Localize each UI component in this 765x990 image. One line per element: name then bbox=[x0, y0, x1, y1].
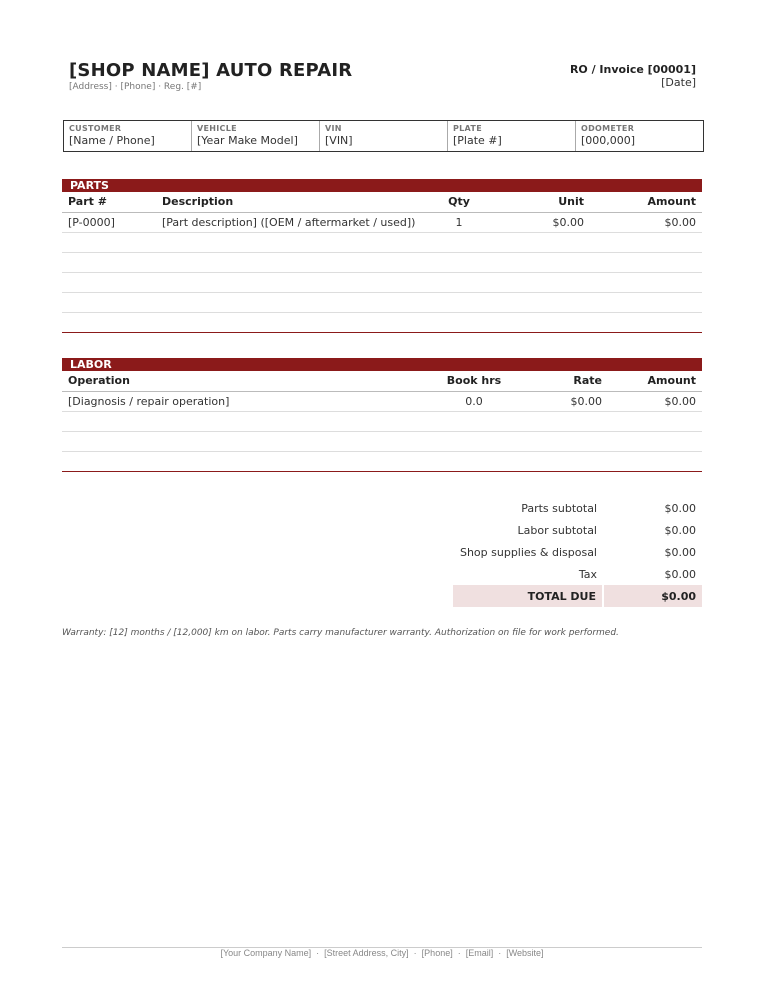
labor-hours-cell bbox=[421, 451, 527, 471]
parts-section-title: PARTS bbox=[62, 179, 702, 192]
shop-contact-line: [Address] · [Phone] · Reg. [#] bbox=[69, 82, 202, 92]
totals-row-tax bbox=[453, 563, 702, 585]
part-number-cell bbox=[62, 272, 156, 292]
part-qty-cell bbox=[433, 252, 485, 272]
labor-hours-cell bbox=[421, 431, 527, 451]
total-due-label: TOTAL DUE bbox=[453, 585, 603, 607]
table-row bbox=[62, 391, 702, 411]
part-description-cell bbox=[156, 232, 433, 252]
part-unit-cell bbox=[485, 312, 590, 332]
part-qty-cell bbox=[433, 312, 485, 332]
labor-rate-cell bbox=[527, 431, 608, 451]
labor-section-title: LABOR bbox=[62, 358, 702, 371]
shop-supplies-value: $0.00 bbox=[664, 545, 696, 559]
labor-amount-cell bbox=[608, 411, 702, 431]
footer-contact-line: [Your Company Name] · [Street Address, City] · [Phone] · [Email] · [Website] bbox=[220, 948, 544, 958]
labor-rate-cell: $0.00 bbox=[527, 391, 608, 411]
odometer-value: [000,000] bbox=[581, 134, 636, 147]
odometer-label: ODOMETER bbox=[581, 124, 635, 133]
vin-label: VIN bbox=[325, 124, 342, 133]
labor-amount-cell bbox=[608, 431, 702, 451]
vin-cell bbox=[319, 121, 447, 151]
labor-col-rate: Rate bbox=[527, 371, 608, 391]
table-row bbox=[62, 451, 702, 471]
part-number-cell bbox=[62, 252, 156, 272]
labor-operation-cell bbox=[62, 451, 421, 471]
part-unit-cell bbox=[485, 232, 590, 252]
labor-operation-cell bbox=[62, 411, 421, 431]
part-unit-cell bbox=[485, 272, 590, 292]
totals-table bbox=[453, 497, 702, 607]
part-number-cell: [P-0000] bbox=[62, 212, 156, 232]
plate-cell bbox=[447, 121, 575, 151]
invoice-number: RO / Invoice [00001] bbox=[569, 63, 696, 76]
part-number-cell bbox=[62, 312, 156, 332]
labor-subtotal-value: $0.00 bbox=[664, 523, 696, 537]
tax-label: Tax bbox=[578, 567, 597, 581]
labor-amount-cell: $0.00 bbox=[608, 391, 702, 411]
customer-label: CUSTOMER bbox=[69, 124, 122, 133]
labor-hours-cell: 0.0 bbox=[421, 391, 527, 411]
table-row bbox=[62, 212, 702, 232]
warranty-note: Warranty: [12] months / [12,000] km on labor. Parts carry manufacturer warranty. Authorization on file for work performed. bbox=[62, 628, 619, 638]
vehicle-cell bbox=[191, 121, 319, 151]
part-amount-cell bbox=[590, 252, 702, 272]
table-row bbox=[62, 411, 702, 431]
parts-col-amount: Amount bbox=[590, 192, 702, 212]
labor-header-row bbox=[62, 371, 702, 391]
labor-amount-cell bbox=[608, 451, 702, 471]
part-qty-cell bbox=[433, 292, 485, 312]
customer-value: [Name / Phone] bbox=[69, 134, 155, 147]
parts-col-part-number: Part # bbox=[62, 192, 156, 212]
part-unit-cell: $0.00 bbox=[485, 212, 590, 232]
vin-value: [VIN] bbox=[325, 134, 353, 147]
labor-table bbox=[62, 371, 702, 472]
table-row bbox=[62, 431, 702, 451]
part-description-cell bbox=[156, 292, 433, 312]
totals-row-total-due bbox=[453, 585, 702, 607]
table-row bbox=[62, 272, 702, 292]
labor-col-book-hrs: Book hrs bbox=[421, 371, 527, 391]
labor-col-operation: Operation bbox=[62, 371, 421, 391]
total-due-value: $0.00 bbox=[603, 585, 702, 607]
vehicle-value: [Year Make Model] bbox=[197, 134, 298, 147]
shop-name: [SHOP NAME] AUTO REPAIR bbox=[69, 60, 353, 81]
part-qty-cell bbox=[433, 272, 485, 292]
parts-col-qty: Qty bbox=[433, 192, 485, 212]
part-description-cell: [Part description] ([OEM / aftermarket / used]) bbox=[156, 212, 433, 232]
totals-row-shop-supplies bbox=[453, 541, 702, 563]
plate-label: PLATE bbox=[453, 124, 482, 133]
labor-subtotal-label: Labor subtotal bbox=[517, 523, 597, 537]
vehicle-info-box bbox=[63, 120, 704, 152]
table-row bbox=[62, 252, 702, 272]
parts-table bbox=[62, 192, 702, 333]
parts-subtotal-label: Parts subtotal bbox=[521, 501, 597, 515]
parts-col-unit: Unit bbox=[485, 192, 590, 212]
part-number-cell bbox=[62, 232, 156, 252]
part-unit-cell bbox=[485, 292, 590, 312]
table-row bbox=[62, 312, 702, 332]
part-qty-cell bbox=[433, 232, 485, 252]
labor-operation-cell: [Diagnosis / repair operation] bbox=[62, 391, 421, 411]
tax-value: $0.00 bbox=[664, 567, 696, 581]
labor-rate-cell bbox=[527, 411, 608, 431]
parts-col-description: Description bbox=[156, 192, 433, 212]
plate-value: [Plate #] bbox=[453, 134, 502, 147]
part-amount-cell: $0.00 bbox=[590, 212, 702, 232]
labor-rate-cell bbox=[527, 451, 608, 471]
vehicle-label: VEHICLE bbox=[197, 124, 237, 133]
part-description-cell bbox=[156, 312, 433, 332]
part-amount-cell bbox=[590, 232, 702, 252]
part-amount-cell bbox=[590, 272, 702, 292]
part-description-cell bbox=[156, 252, 433, 272]
odometer-cell bbox=[575, 121, 703, 151]
customer-cell bbox=[64, 121, 191, 151]
part-description-cell bbox=[156, 272, 433, 292]
parts-header-row bbox=[62, 192, 702, 212]
labor-operation-cell bbox=[62, 431, 421, 451]
part-unit-cell bbox=[485, 252, 590, 272]
shop-supplies-label: Shop supplies & disposal bbox=[459, 545, 597, 559]
table-row bbox=[62, 232, 702, 252]
parts-subtotal-value: $0.00 bbox=[664, 501, 696, 515]
totals-row-labor-subtotal bbox=[453, 519, 702, 541]
part-qty-cell: 1 bbox=[433, 212, 485, 232]
table-row bbox=[62, 292, 702, 312]
labor-hours-cell bbox=[421, 411, 527, 431]
totals-row-parts-subtotal bbox=[453, 497, 702, 519]
part-number-cell bbox=[62, 292, 156, 312]
labor-col-amount: Amount bbox=[608, 371, 702, 391]
invoice-date: [Date] bbox=[661, 76, 696, 89]
part-amount-cell bbox=[590, 292, 702, 312]
part-amount-cell bbox=[590, 312, 702, 332]
